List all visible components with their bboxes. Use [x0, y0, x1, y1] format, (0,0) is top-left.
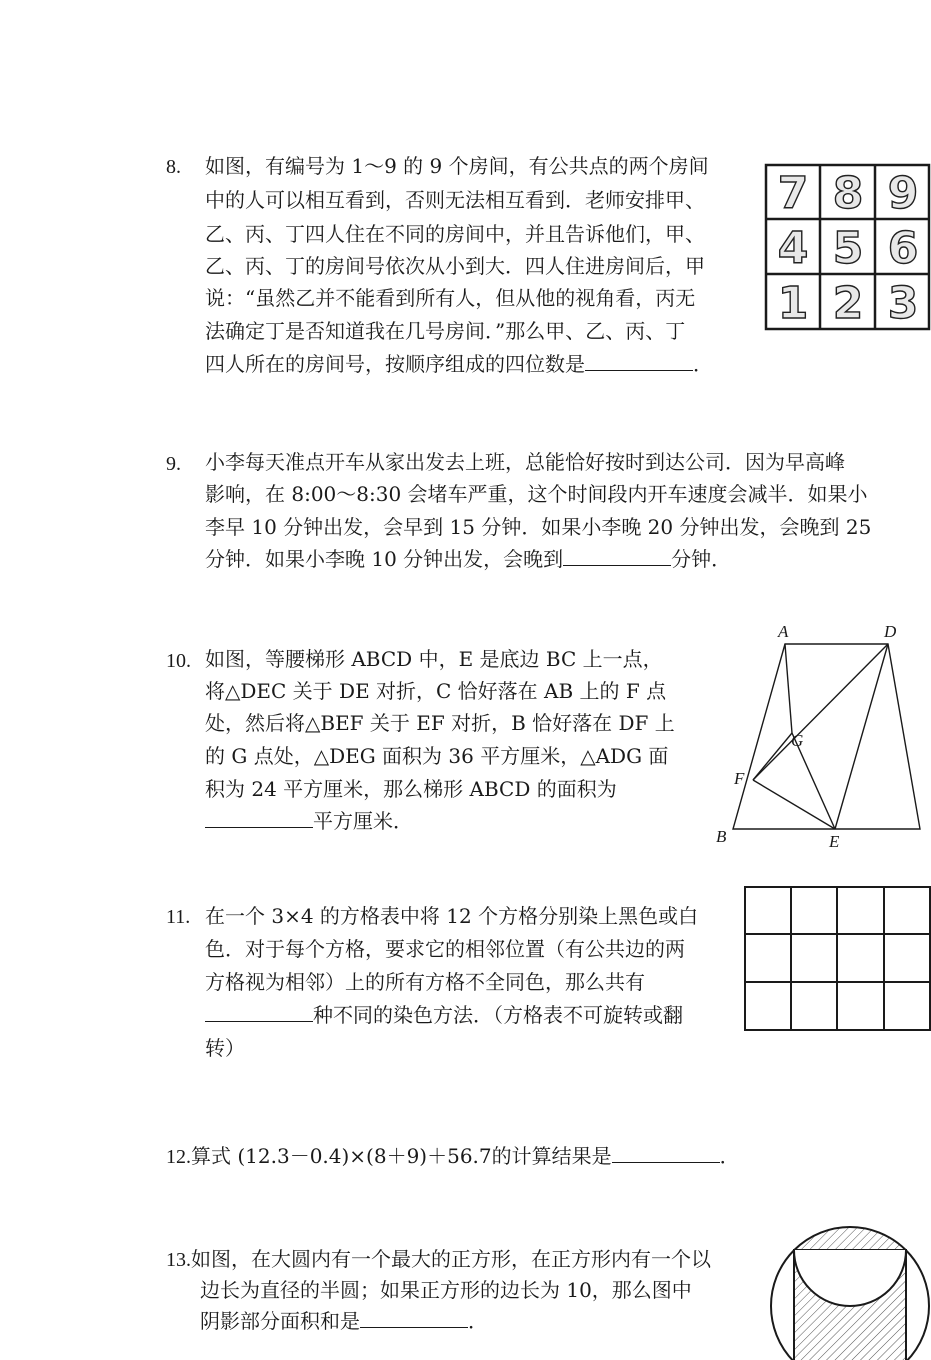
- problem-text-line: [205, 543, 731, 575]
- coloring-grid: [744, 886, 931, 1031]
- problem-text-line: 将△DEC 关于 DE 对折，C 恰好落在 AB 上的 F 点: [205, 679, 667, 703]
- problem-text: 算式 (12.3－0.4)×(8＋9)＋56.7的计算结果是: [191, 1144, 612, 1168]
- problem-text-line: [166, 1243, 711, 1276]
- problem-text-line: 乙、丙、丁的房间号依次从小到大．四人住进房间后，甲: [205, 254, 705, 278]
- point-label: A: [778, 622, 789, 641]
- room-digit: 9: [887, 168, 919, 219]
- point-label: F: [734, 769, 745, 788]
- answer-blank[interactable]: [205, 805, 313, 828]
- problem-text-line: 在一个 3×4 的方格表中将 12 个方格分别染上黑色或白: [205, 904, 699, 928]
- problem-number: 8.: [166, 156, 181, 178]
- circle-square-diagram: [776, 1232, 931, 1360]
- point-label: E: [829, 832, 840, 851]
- problem-text-line: 如图，等腰梯形 ABCD 中，E 是底边 BC 上一点，: [205, 647, 663, 671]
- problem-number: 13.: [166, 1249, 191, 1271]
- problem-text-line: 中的人可以相互看到，否则无法相互看到．老师安排甲、: [205, 188, 705, 212]
- problem-text-line: [200, 1305, 488, 1337]
- problem-text-line: 如图，有编号为 1～9 的 9 个房间，有公共点的两个房间: [205, 154, 709, 178]
- problem-suffix: ．: [719, 1144, 740, 1168]
- problem-text-line: 处，然后将△BEF 关于 EF 对折，B 恰好落在 DF 上: [205, 711, 675, 735]
- room-digit: 5: [832, 223, 864, 274]
- problem-text-line: 说：“虽然乙并不能看到所有人，但从他的视角看，丙无: [205, 286, 696, 310]
- problem-text: 分钟．如果小李晚 10 分钟出发，会晚到: [205, 547, 564, 571]
- room-digit: 3: [887, 278, 919, 329]
- problem-text-line: [166, 1140, 740, 1173]
- problem-text-line: [205, 805, 413, 837]
- problem-suffix: ．: [693, 352, 713, 376]
- problem-suffix: 种不同的染色方法．（方格表不可旋转或翻: [313, 1003, 683, 1027]
- point-label: B: [716, 827, 727, 846]
- room-digit: 1: [777, 278, 809, 329]
- problem-text-line: 法确定丁是否知道我在几号房间．”那么甲、乙、丙、丁: [205, 319, 686, 343]
- room-digit: 8: [832, 168, 864, 219]
- problem-text-line: 乙、丙、丁四人住在不同的房间中，并且告诉他们，甲、: [205, 222, 705, 246]
- trapezoid-diagram: [710, 620, 931, 855]
- problem-text: 四人所在的房间号，按顺序组成的四位数是: [205, 352, 585, 376]
- problem-text-line: 积为 24 平方厘米，那么梯形 ABCD 的面积为: [205, 777, 617, 801]
- problem-number: 12.: [166, 1146, 191, 1168]
- problem-text: 如图，在大圆内有一个最大的正方形，在正方形内有一个以: [191, 1247, 711, 1271]
- answer-blank[interactable]: [205, 999, 313, 1022]
- point-label: D: [884, 622, 897, 641]
- problem-text-line: 转）: [205, 1036, 245, 1060]
- problem-text-line: 李早 10 分钟出发，会早到 15 分钟．如果小李晚 20 分钟出发，会晚到 25: [205, 515, 872, 539]
- answer-blank[interactable]: [585, 348, 693, 371]
- problem-text-line: 小李每天准点开车从家出发去上班，总能恰好按时到达公司．因为早高峰: [205, 450, 845, 474]
- problem-suffix: 分钟．: [671, 547, 732, 571]
- room-digit: 7: [777, 168, 809, 219]
- problem-text-line: [205, 999, 683, 1031]
- problem-text-line: 的 G 点处，△DEG 面积为 36 平方厘米，△ADG 面: [205, 744, 669, 768]
- answer-blank[interactable]: [360, 1305, 468, 1328]
- answer-blank[interactable]: [563, 543, 671, 566]
- problem-number: 10.: [166, 650, 191, 672]
- room-digit: 6: [887, 223, 919, 274]
- room-number-grid: [765, 164, 930, 330]
- problem-text-line: 色．对于每个方格，要求它的相邻位置（有公共边的两: [205, 937, 685, 961]
- problem-text-line: [205, 348, 713, 380]
- problem-number: 11.: [166, 906, 191, 928]
- point-label: G: [791, 731, 804, 750]
- problem-number: 9.: [166, 453, 181, 475]
- answer-blank[interactable]: [612, 1140, 720, 1163]
- problem-text-line: 方格视为相邻）上的所有方格不全同色，那么共有: [205, 970, 645, 994]
- problem-suffix: ．: [468, 1309, 488, 1333]
- problem-text: 阴影部分面积和是: [200, 1309, 360, 1333]
- room-digit: 2: [832, 278, 864, 329]
- problem-text-line: 影响，在 8:00～8:30 会堵车严重，这个时间段内开车速度会减半．如果小: [205, 482, 868, 506]
- problem-text-line: 边长为直径的半圆；如果正方形的边长为 10，那么图中: [200, 1278, 692, 1302]
- room-digit: 4: [777, 223, 809, 274]
- problem-suffix: 平方厘米．: [313, 809, 413, 833]
